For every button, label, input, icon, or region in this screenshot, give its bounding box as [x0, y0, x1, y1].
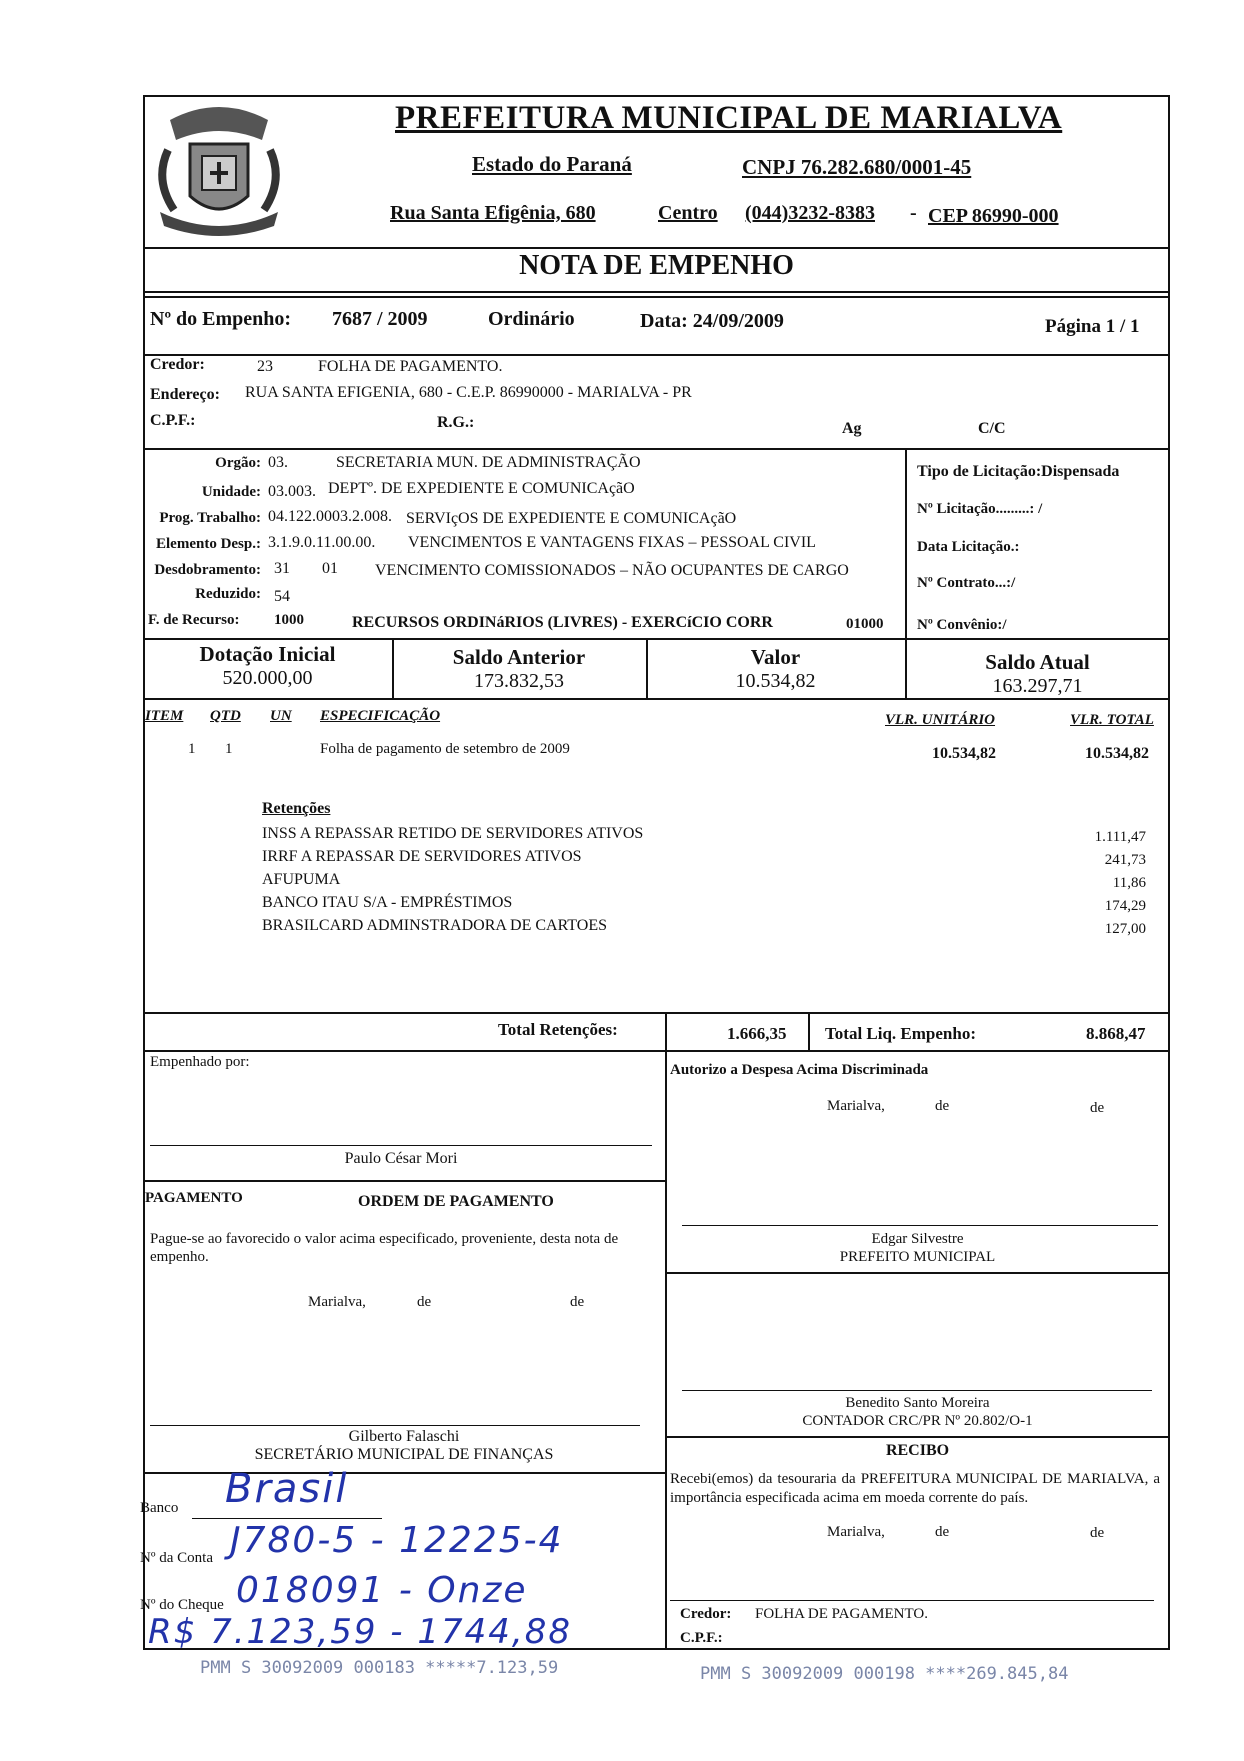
col-spec: ESPECIFICAÇÃO	[320, 708, 441, 724]
ordem-pagamento-label: ORDEM DE PAGAMENTO	[358, 1193, 554, 1210]
valor-handwritten: R$ 7.123,59 - 1744,88	[148, 1612, 572, 1652]
pagamento-de1: de	[417, 1294, 432, 1310]
total-liquido-value: 8.868,47	[1086, 1024, 1146, 1043]
reduzido-label: Reduzido:	[195, 586, 261, 602]
recibo-title: RECIBO	[885, 1442, 950, 1459]
secretario-title: SECRETÁRIO MUNICIPAL DE FINANÇAS	[254, 1446, 554, 1463]
col-qtd: QTD	[210, 708, 241, 724]
reduzido-code: 54	[274, 588, 290, 605]
signature-line	[670, 1600, 1154, 1601]
recibo-credor-label: Credor:	[680, 1606, 732, 1622]
recibo-text: Recebi(emos) da tesouraria da PREFEITURA MUNICIPAL DE MARIALVA, a importância especificada acima em moeda corrente do país.	[670, 1471, 1160, 1506]
recibo-cpf-label: C.P.F.:	[680, 1630, 723, 1646]
prog-label: Prog. Trabalho:	[159, 510, 261, 526]
retencao-value: 11,86	[1112, 875, 1146, 891]
col-un: UN	[270, 708, 292, 724]
divider	[143, 1180, 665, 1182]
unidade-label: Unidade:	[201, 484, 261, 500]
item-qtd: 1	[225, 741, 233, 757]
item-unit-value: 10.534,82	[932, 745, 996, 762]
balance-valor-value: 10.534,82	[735, 670, 816, 692]
balance-saldo-atual-value: 163.297,71	[992, 675, 1083, 697]
fonte-code2: 01000	[846, 616, 884, 632]
retencao-desc: INSS A REPASSAR RETIDO DE SERVIDORES ATIVOS	[262, 825, 644, 842]
separator-dash: -	[910, 202, 917, 224]
balance-valor	[646, 645, 905, 693]
licitacao-data: Data Licitação.:	[917, 539, 1020, 555]
divider	[143, 698, 1170, 700]
retencao-value: 127,00	[1104, 921, 1146, 937]
secretario-name: Gilberto Falaschi	[348, 1428, 460, 1445]
district-label: Centro	[658, 202, 718, 224]
phone-label: (044)3232-8383	[745, 202, 875, 224]
credor-name: FOLHA DE PAGAMENTO.	[318, 358, 503, 375]
desdobramento-desc: VENCIMENTO COMISSIONADOS – NÃO OCUPANTES DE CARGO	[375, 562, 849, 579]
pagamento-de2: de	[570, 1294, 585, 1310]
signature-line	[150, 1425, 640, 1426]
divider	[143, 448, 1170, 450]
total-liquido-label: Total Liq. Empenho:	[825, 1024, 976, 1043]
banco-label: Banco	[140, 1500, 179, 1516]
contador-block	[665, 1394, 1170, 1430]
signature-line	[150, 1145, 652, 1146]
rg-label: R.G.:	[437, 414, 475, 431]
balance-valor-label: Valor	[750, 645, 801, 669]
recibo-de1: de	[935, 1524, 950, 1540]
cc-label: C/C	[978, 420, 1006, 437]
retencoes-list	[262, 822, 643, 937]
cheque-handwritten: 018091 - Onze	[236, 1570, 528, 1611]
divider	[143, 1050, 1170, 1052]
item-number: 1	[188, 741, 196, 757]
licitacao-numero: Nº Licitação.........: /	[917, 501, 1043, 517]
balance-dotacao-label: Dotação Inicial	[199, 642, 336, 666]
signature-line	[682, 1390, 1152, 1391]
recibo-place: Marialva,	[827, 1524, 885, 1540]
desdobramento-code1: 31	[274, 560, 290, 577]
autorizo-de2: de	[1090, 1100, 1105, 1116]
elemento-code: 3.1.9.0.11.00.00.	[268, 534, 376, 551]
orgao-desc: SECRETARIA MUN. DE ADMINISTRAÇÃO	[336, 454, 641, 471]
balance-saldo-anterior-label: Saldo Anterior	[452, 645, 586, 669]
document-title: NOTA DE EMPENHO	[519, 250, 794, 281]
item-total-value: 10.534,82	[1085, 745, 1149, 762]
pagamento-place: Marialva,	[308, 1294, 366, 1310]
prog-code: 04.122.0003.2.008.	[268, 508, 392, 525]
col-unit: VLR. UNITÁRIO	[885, 712, 996, 728]
recibo-credor-name: FOLHA DE PAGAMENTO.	[755, 1606, 928, 1622]
fonte-desc: RECURSOS ORDINáRIOS (LIVRES) - EXERCíCIO CORR	[352, 614, 773, 631]
credor-code: 23	[257, 358, 273, 375]
divider	[143, 296, 1170, 298]
licitacao-tipo	[917, 463, 1119, 481]
desdobramento-code2: 01	[322, 560, 338, 577]
address-label: Rua Santa Efigênia, 680	[390, 202, 596, 224]
secretario-block	[143, 1428, 665, 1464]
divider	[665, 1050, 667, 1650]
prefeito-block	[665, 1230, 1170, 1266]
divider	[665, 1436, 1170, 1438]
divider	[905, 448, 907, 638]
retencoes-values	[1000, 826, 1146, 941]
credor-address: RUA SANTA EFIGENIA, 680 - C.E.P. 86990000 - MARIALVA - PR	[245, 384, 692, 401]
cheque-label: Nº do Cheque	[140, 1597, 224, 1613]
licitacao-convenio: Nº Convênio:/	[917, 617, 1007, 633]
autorizo-place: Marialva,	[827, 1098, 885, 1114]
prog-desc: SERVIçOS DE EXPEDIENTE E COMUNICAçãO	[406, 510, 737, 527]
empenhado-label: Empenhado por:	[150, 1054, 250, 1070]
recibo-de2: de	[1090, 1525, 1105, 1541]
retencao-value: 241,73	[1104, 852, 1146, 868]
empenho-number-label: Nº do Empenho:	[150, 308, 292, 330]
total-retencoes-label: Total Retenções:	[498, 1020, 618, 1039]
retencao-desc: BANCO ITAU S/A - EMPRÉSTIMOS	[262, 894, 513, 911]
ag-label: Ag	[842, 420, 862, 437]
divider	[143, 291, 1170, 293]
prefeito-title: PREFEITO MUNICIPAL	[839, 1249, 996, 1265]
divider	[143, 354, 1170, 356]
desdobramento-label: Desdobramento:	[154, 562, 261, 578]
contador-title: CONTADOR CRC/PR Nº 20.802/O-1	[802, 1413, 1033, 1429]
divider	[143, 247, 1170, 249]
cpf-label: C.P.F.:	[150, 412, 196, 429]
orgao-label: Orgão:	[215, 455, 261, 471]
retencoes-title: Retenções	[262, 800, 331, 817]
retencao-desc: IRRF A REPASSAR DE SERVIDORES ATIVOS	[262, 848, 582, 865]
coat-of-arms-icon	[150, 100, 288, 242]
stamp-left: PMM S 30092009 000183 *****7.123,59	[200, 1658, 559, 1678]
contador-name: Benedito Santo Moreira	[845, 1395, 990, 1411]
divider	[143, 1012, 1170, 1014]
underline	[192, 1518, 382, 1519]
total-retencoes-value: 1.666,35	[727, 1024, 787, 1043]
col-item: ITEM	[145, 708, 184, 724]
autorizo-label: Autorizo a Despesa Acima Discriminada	[670, 1062, 929, 1078]
prefeito-name: Edgar Silvestre	[871, 1231, 964, 1247]
licitacao-contrato: Nº Contrato...:/	[917, 575, 1016, 591]
cnpj-label: CNPJ 76.282.680/0001-45	[742, 155, 972, 179]
orgao-code: 03.	[268, 454, 288, 471]
retencao-value: 1.111,47	[1094, 829, 1146, 845]
stamp-right: PMM S 30092009 000198 ****269.845,84	[700, 1664, 1069, 1684]
balance-saldo-anterior	[392, 645, 646, 693]
elemento-desc: VENCIMENTOS E VANTAGENS FIXAS – PESSOAL CIVIL	[408, 534, 816, 551]
balance-dotacao	[143, 642, 392, 690]
empenhado-name: Paulo César Mori	[344, 1150, 458, 1167]
divider	[665, 1012, 667, 1050]
retencao-value: 174,29	[1104, 898, 1146, 914]
balance-dotacao-value: 520.000,00	[222, 667, 313, 689]
conta-label: Nº da Conta	[140, 1550, 213, 1566]
fonte-code: 1000	[274, 612, 304, 628]
municipality-title: PREFEITURA MUNICIPAL DE MARIALVA	[395, 100, 1063, 136]
conta-handwritten: J780-5 - 12225-4	[230, 1520, 564, 1561]
balance-saldo-atual	[905, 650, 1170, 698]
divider	[808, 1012, 810, 1050]
divider	[143, 1472, 665, 1474]
licitacao-tipo-text: Tipo de Licitação:Dispensada	[917, 463, 1120, 480]
retencao-desc: BRASILCARD ADMINSTRADORA DE CARTOES	[262, 917, 608, 934]
item-spec: Folha de pagamento de setembro de 2009	[320, 741, 570, 757]
signature-line	[682, 1225, 1158, 1226]
cep-label: CEP 86990-000	[928, 205, 1059, 227]
balance-saldo-atual-label: Saldo Atual	[985, 650, 1090, 674]
autorizo-de1: de	[935, 1098, 950, 1114]
divider	[665, 1272, 1170, 1274]
credor-label: Credor:	[150, 356, 205, 373]
banco-handwritten: Brasil	[225, 1466, 349, 1512]
unidade-code: 03.003.	[268, 483, 316, 500]
address-field-label: Endereço:	[150, 386, 220, 403]
empenho-date: Data: 24/09/2009	[640, 310, 784, 332]
balance-saldo-anterior-value: 173.832,53	[474, 670, 564, 692]
col-total: VLR. TOTAL	[1070, 712, 1154, 728]
fonte-label: F. de Recurso:	[148, 612, 240, 628]
divider	[143, 638, 1170, 640]
unidade-desc: DEPTº. DE EXPEDIENTE E COMUNICAçãO	[328, 480, 635, 497]
elemento-label: Elemento Desp.:	[156, 536, 261, 552]
pagamento-label: PAGAMENTO	[145, 1190, 243, 1206]
empenho-type: Ordinário	[488, 308, 575, 330]
pagamento-text: Pague-se ao favorecido o valor acima especificado, proveniente, desta nota de empenho.	[150, 1231, 619, 1265]
state-label: Estado do Paraná	[472, 152, 632, 176]
page-number: Página 1 / 1	[1045, 316, 1140, 337]
empenho-number: 7687 / 2009	[332, 308, 428, 330]
retencao-desc: AFUPUMA	[262, 871, 341, 888]
